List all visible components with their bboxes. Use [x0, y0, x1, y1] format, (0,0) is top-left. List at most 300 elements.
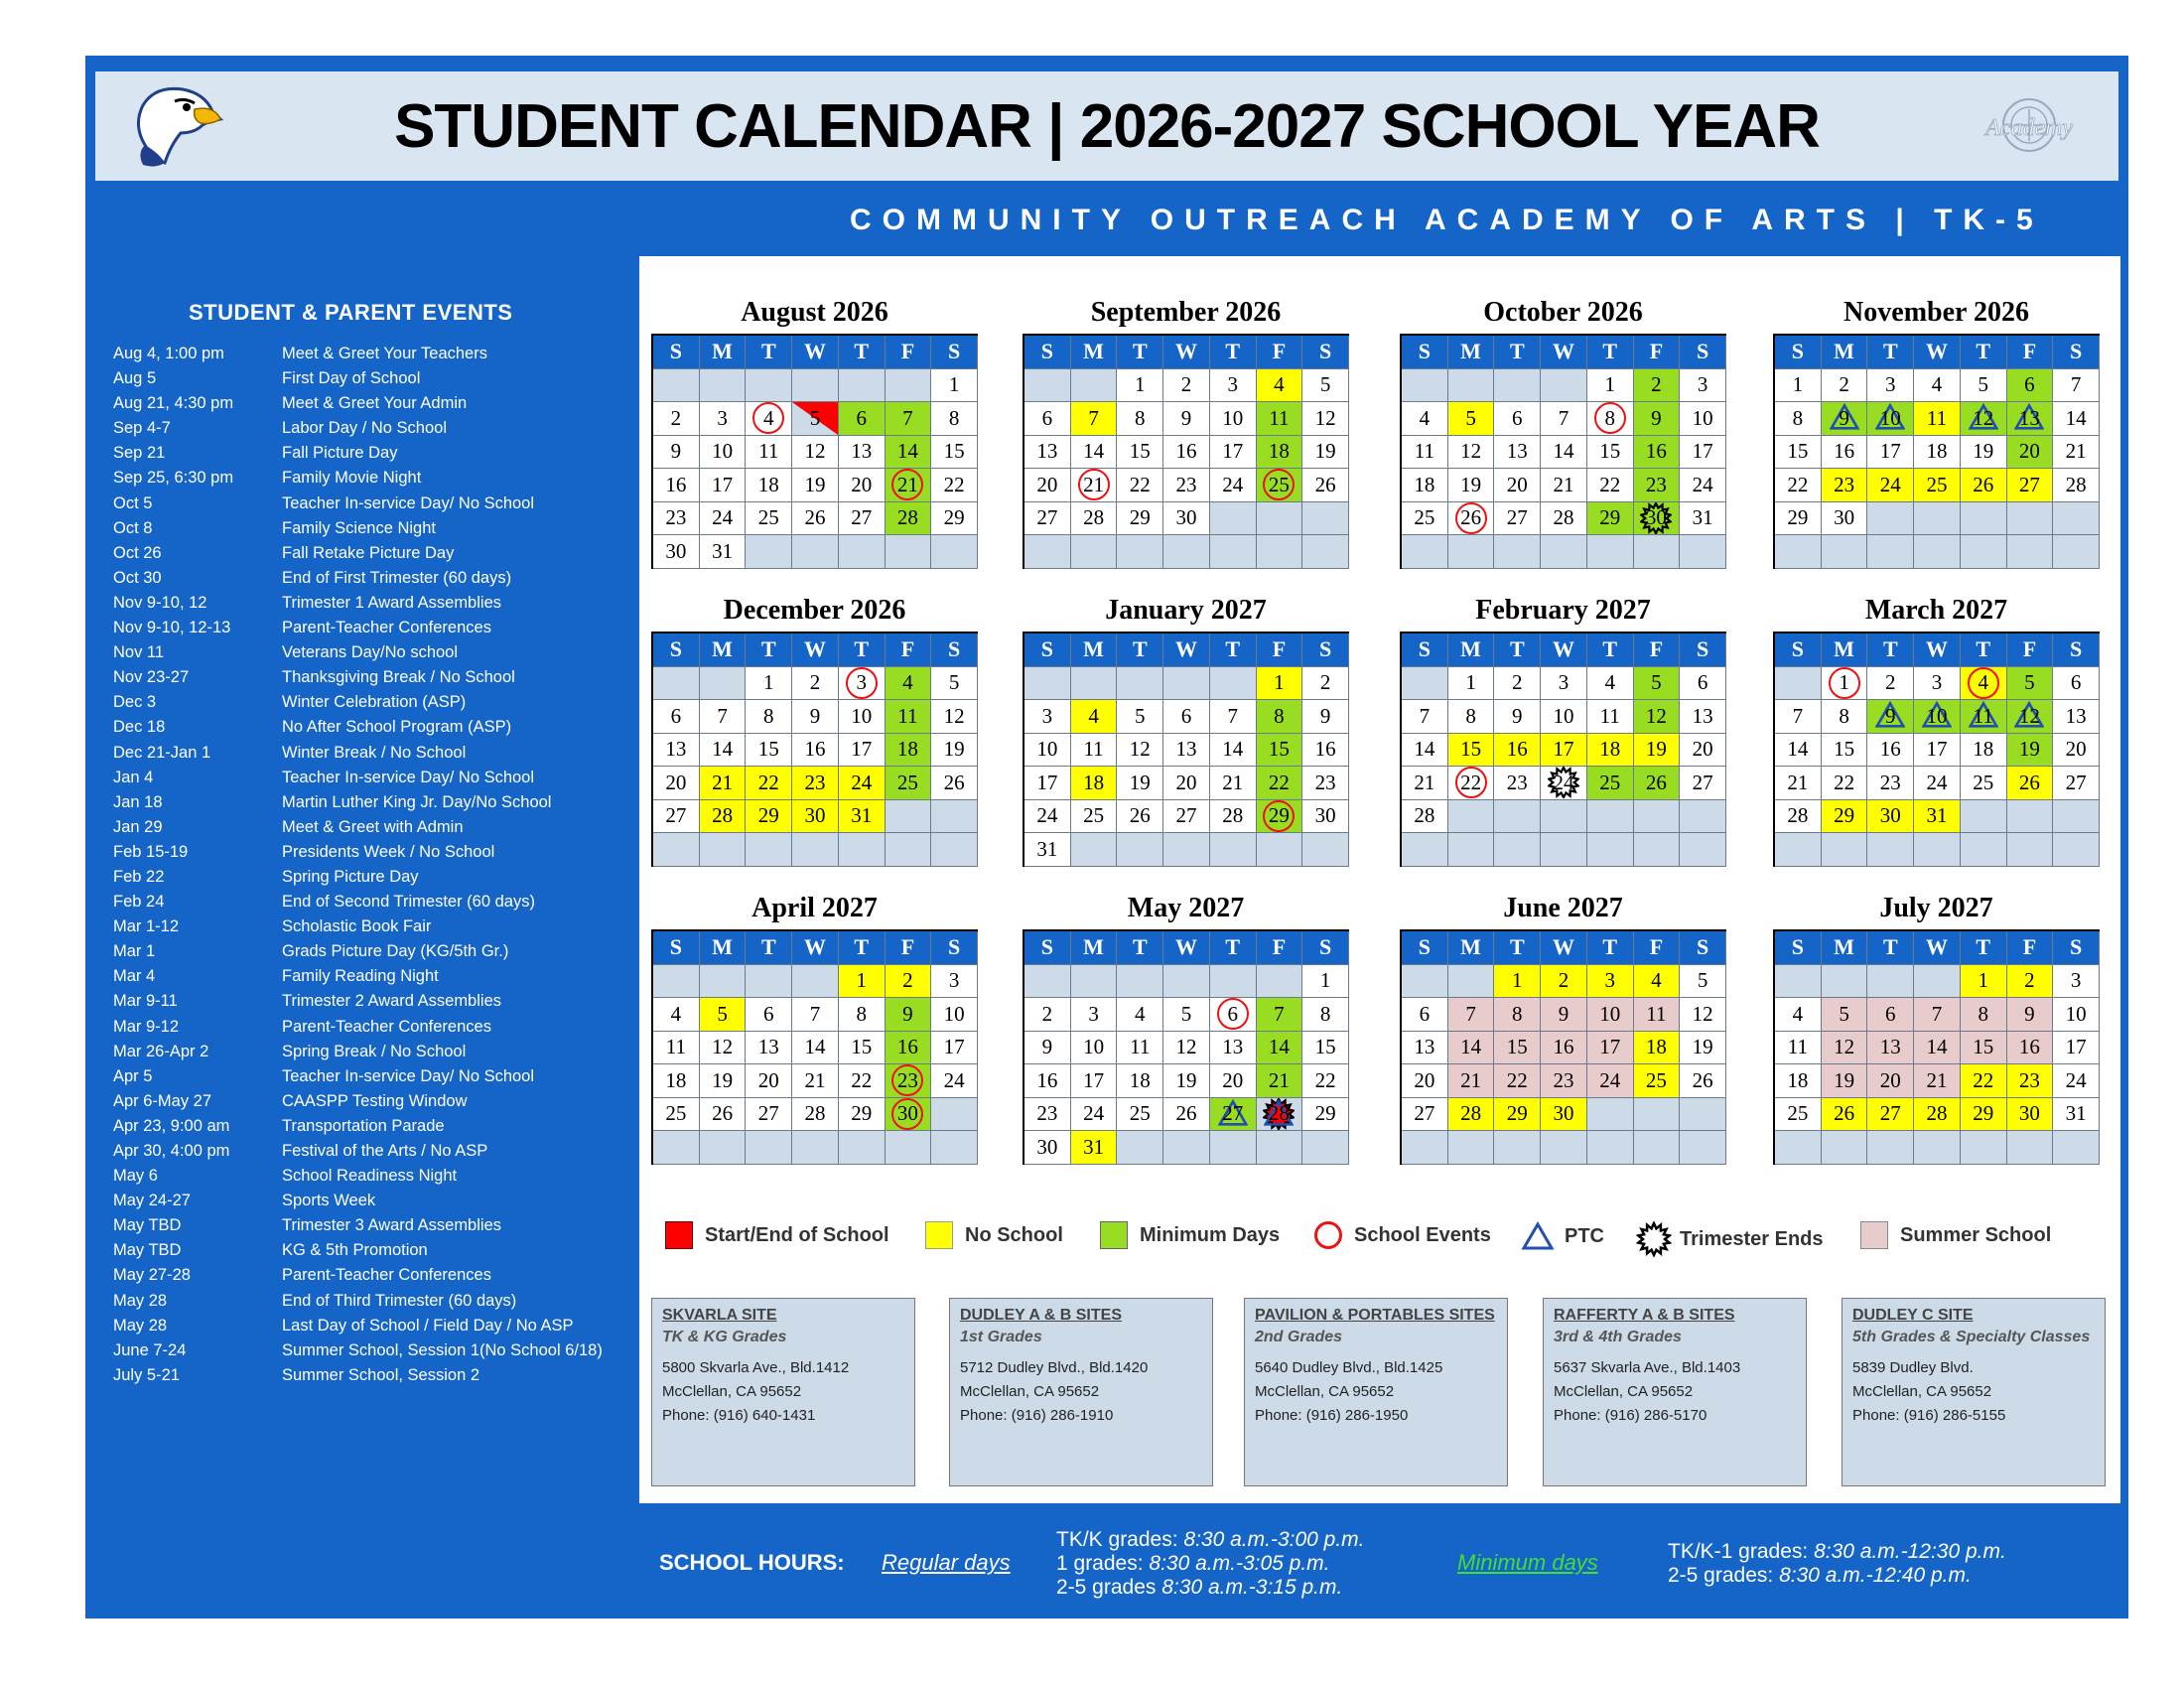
empty-cell	[1775, 1131, 1822, 1165]
day-cell	[1587, 767, 1634, 800]
day-number: 5	[2024, 670, 2035, 695]
day-cell	[1494, 734, 1541, 768]
empty-cell	[1117, 833, 1163, 867]
weekday-header: S	[1775, 931, 1822, 965]
day-cell	[1448, 700, 1495, 734]
day-number: 3	[948, 968, 960, 993]
event-date: Jan 4	[113, 768, 154, 786]
empty-cell	[1163, 535, 1210, 569]
day-number: 20	[2018, 439, 2040, 464]
legend-start-end	[665, 1221, 889, 1249]
month-name: February 2027	[1475, 595, 1651, 626]
month-grid	[1023, 334, 1349, 569]
day-number: 9	[1651, 405, 1662, 430]
day-cell	[1402, 402, 1448, 436]
empty-cell	[2007, 800, 2054, 834]
day-cell	[1961, 998, 2007, 1032]
day-number: 5	[1465, 405, 1476, 430]
day-number: 5	[1978, 372, 1988, 397]
day-number: 14	[1787, 737, 1809, 762]
weekday-header: T	[1867, 633, 1914, 667]
day-number: 8	[1512, 1001, 1523, 1026]
day-cell	[700, 800, 747, 834]
event-row	[113, 640, 629, 665]
day-number: 11	[1083, 737, 1104, 762]
event-text: Veterans Day/No school	[282, 643, 459, 662]
event-row	[113, 1164, 629, 1189]
day-cell	[1680, 502, 1726, 536]
event-date: Oct 5	[113, 493, 153, 512]
empty-cell	[931, 1098, 978, 1132]
weekday-header: W	[1914, 633, 1961, 667]
site-name: PAVILION & PORTABLES SITES	[1255, 1307, 1495, 1324]
day-cell	[886, 1064, 932, 1098]
day-cell	[1867, 734, 1914, 768]
event-text: End of Third Trimester (60 days)	[282, 1291, 517, 1310]
event-row	[113, 1089, 629, 1114]
day-number: 1	[1792, 372, 1804, 397]
event-date: Nov 9-10, 12-13	[113, 619, 231, 637]
day-cell	[2007, 402, 2054, 436]
day-number: 3	[717, 405, 728, 430]
day-number: 3	[2070, 968, 2082, 993]
day-number: 23	[1175, 472, 1197, 496]
event-row	[113, 541, 629, 566]
day-number: 16	[1553, 1035, 1574, 1059]
month-calendar	[651, 888, 978, 1165]
day-number: 23	[1553, 1067, 1574, 1092]
day-number: 29	[1599, 505, 1621, 530]
day-cell	[1024, 734, 1071, 768]
day-cell	[1302, 965, 1349, 999]
day-number: 11	[1787, 1035, 1808, 1059]
day-number: 13	[1036, 439, 1058, 464]
weekday-header: M	[1822, 633, 1868, 667]
day-cell	[2007, 369, 2054, 403]
day-number: 20	[665, 770, 687, 794]
day-number: 28	[1926, 1101, 1948, 1126]
day-number: 22	[1506, 1067, 1528, 1092]
day-cell	[1914, 469, 1961, 502]
event-date: May 28	[113, 1291, 168, 1310]
day-cell	[653, 502, 700, 536]
day-cell	[839, 1064, 886, 1098]
day-number: 2	[1041, 1001, 1053, 1026]
day-number: 19	[1834, 1067, 1855, 1092]
day-number: 23	[1879, 770, 1901, 794]
day-cell	[931, 1064, 978, 1098]
empty-cell	[2053, 535, 2100, 569]
day-cell	[1867, 436, 1914, 470]
day-number: 28	[1083, 505, 1105, 530]
day-number: 2	[1180, 372, 1192, 397]
empty-cell	[1587, 800, 1634, 834]
empty-cell	[1541, 535, 1587, 569]
day-number: 14	[2065, 405, 2087, 430]
empty-cell	[1302, 1131, 1349, 1165]
empty-cell	[1402, 369, 1448, 403]
day-number: 7	[1088, 405, 1099, 430]
day-cell	[1961, 1032, 2007, 1065]
day-cell	[2053, 436, 2100, 470]
day-number: 12	[1692, 1001, 1713, 1026]
event-text: Sports Week	[282, 1192, 376, 1210]
day-cell	[1822, 469, 1868, 502]
day-cell	[1302, 402, 1349, 436]
day-cell	[792, 1098, 839, 1132]
day-cell	[2053, 667, 2100, 701]
day-cell	[2007, 1064, 2054, 1098]
day-number: 22	[757, 770, 779, 794]
day-cell	[1163, 998, 1210, 1032]
day-cell	[1071, 700, 1118, 734]
day-number: 29	[943, 505, 965, 530]
event-date: Feb 22	[113, 867, 165, 886]
day-number: 21	[1787, 770, 1809, 794]
day-number: 2	[1319, 670, 1331, 695]
weekday-header: T	[1961, 931, 2007, 965]
day-number: 10	[1879, 405, 1901, 430]
day-number: 21	[712, 770, 734, 794]
day-number: 23	[1834, 472, 1855, 496]
day-number: 31	[851, 803, 873, 828]
empty-cell	[1680, 535, 1726, 569]
day-number: 13	[1879, 1035, 1901, 1059]
empty-cell	[700, 369, 747, 403]
month-name: June 2027	[1503, 893, 1623, 923]
day-cell	[1402, 1064, 1448, 1098]
day-cell	[1402, 700, 1448, 734]
day-number: 3	[1697, 372, 1708, 397]
day-number: 27	[1222, 1101, 1244, 1126]
day-cell	[886, 700, 932, 734]
day-number: 7	[1931, 1001, 1943, 1026]
site-name: DUDLEY C SITE	[1852, 1307, 1974, 1324]
day-cell	[1257, 1098, 1303, 1132]
empty-cell	[1914, 1131, 1961, 1165]
day-cell	[1634, 667, 1681, 701]
day-number: 24	[1692, 472, 1713, 496]
day-cell	[1822, 998, 1868, 1032]
day-cell	[1680, 700, 1726, 734]
empty-cell	[1302, 833, 1349, 867]
day-cell	[1914, 667, 1961, 701]
day-cell	[1867, 402, 1914, 436]
day-cell	[1822, 1064, 1868, 1098]
day-number: 3	[1227, 372, 1238, 397]
event-row	[113, 964, 629, 989]
day-cell	[1302, 734, 1349, 768]
day-cell	[1961, 965, 2007, 999]
day-number: 2	[2024, 968, 2035, 993]
day-number: 25	[1083, 803, 1105, 828]
event-row	[113, 1289, 629, 1314]
empty-cell	[1961, 535, 2007, 569]
day-cell	[1257, 998, 1303, 1032]
day-number: 1	[1274, 670, 1285, 695]
red-square-icon	[665, 1221, 693, 1249]
day-number: 18	[1926, 439, 1948, 464]
regular-hours	[1056, 1528, 1365, 1600]
day-cell	[1587, 965, 1634, 999]
month-name: November 2026	[1843, 297, 2029, 328]
day-number: 16	[1506, 737, 1528, 762]
event-row	[113, 890, 629, 914]
day-cell	[1210, 402, 1257, 436]
day-number: 16	[1314, 737, 1336, 762]
day-number: 25	[1599, 770, 1621, 794]
day-number: 20	[757, 1067, 779, 1092]
day-number: 2	[1885, 670, 1896, 695]
weekday-header: T	[1867, 931, 1914, 965]
day-number: 27	[1506, 505, 1528, 530]
day-cell	[792, 436, 839, 470]
day-number: 7	[902, 405, 913, 430]
event-text: Winter Celebration (ASP)	[282, 693, 467, 712]
day-cell	[746, 469, 792, 502]
empty-cell	[2053, 502, 2100, 536]
event-text: Festival of the Arts / No ASP	[282, 1142, 488, 1160]
day-cell	[839, 700, 886, 734]
day-number: 8	[1274, 703, 1285, 728]
weekday-header: T	[1587, 633, 1634, 667]
day-cell	[1024, 767, 1071, 800]
weekday-header: S	[1402, 931, 1448, 965]
red-circle-icon	[1314, 1221, 1342, 1249]
weekday-header: T	[839, 633, 886, 667]
day-number: 25	[757, 505, 779, 530]
day-cell	[1587, 998, 1634, 1032]
empty-cell	[653, 833, 700, 867]
hours-time: 8:30 a.m.-3:05 p.m.	[1149, 1552, 1330, 1575]
day-number: 30	[1036, 1134, 1058, 1159]
weekday-header: M	[1448, 931, 1495, 965]
day-number: 4	[1604, 670, 1615, 695]
month-grid	[651, 334, 978, 569]
day-cell	[1302, 800, 1349, 834]
empty-cell	[1302, 535, 1349, 569]
day-cell	[2053, 767, 2100, 800]
empty-cell	[1867, 535, 1914, 569]
empty-cell	[1448, 369, 1495, 403]
weekday-header: S	[1775, 633, 1822, 667]
month-calendar	[1023, 292, 1349, 569]
day-number: 5	[1651, 670, 1662, 695]
month-calendar	[1400, 888, 1726, 1165]
empty-cell	[1117, 535, 1163, 569]
day-cell	[1302, 1098, 1349, 1132]
day-number: 29	[1787, 505, 1809, 530]
day-cell	[931, 402, 978, 436]
day-cell	[1961, 667, 2007, 701]
day-cell	[792, 1064, 839, 1098]
day-cell	[1494, 1064, 1541, 1098]
day-number: 30	[2018, 1101, 2040, 1126]
day-number: 7	[717, 703, 728, 728]
day-number: 20	[1692, 737, 1713, 762]
day-number: 1	[856, 968, 867, 993]
weekday-header: S	[1680, 931, 1726, 965]
day-cell	[1448, 998, 1495, 1032]
weekday-header: M	[1071, 633, 1118, 667]
day-number: 13	[1175, 737, 1197, 762]
empty-cell	[1257, 535, 1303, 569]
event-row	[113, 790, 629, 815]
day-cell	[746, 700, 792, 734]
day-cell	[1634, 700, 1681, 734]
day-number: 5	[948, 670, 960, 695]
day-cell	[1541, 667, 1587, 701]
empty-cell	[1210, 833, 1257, 867]
day-cell	[1024, 1064, 1071, 1098]
hours-line	[1056, 1528, 1365, 1552]
day-cell	[1494, 998, 1541, 1032]
day-cell	[1257, 1064, 1303, 1098]
day-cell	[1775, 767, 1822, 800]
day-number: 7	[1465, 1001, 1476, 1026]
day-number: 12	[804, 439, 826, 464]
day-cell	[1302, 1032, 1349, 1065]
day-number: 24	[1083, 1101, 1105, 1126]
day-number: 22	[1834, 770, 1855, 794]
day-cell	[1680, 667, 1726, 701]
day-cell	[1494, 469, 1541, 502]
day-cell	[1494, 502, 1541, 536]
empty-cell	[1257, 502, 1303, 536]
weekday-header: S	[931, 931, 978, 965]
hours-time: 8:30 a.m.-3:15 p.m.	[1161, 1576, 1343, 1599]
day-number: 2	[1512, 670, 1523, 695]
day-cell	[1117, 369, 1163, 403]
day-cell	[1634, 369, 1681, 403]
hours-line	[1668, 1540, 2006, 1564]
weekday-header: T	[839, 931, 886, 965]
weekday-header: S	[1024, 633, 1071, 667]
day-cell	[1302, 1064, 1349, 1098]
event-text: Family Movie Night	[282, 469, 422, 488]
day-cell	[839, 1032, 886, 1065]
month-calendar	[651, 590, 978, 867]
empty-cell	[1448, 965, 1495, 999]
day-number: 28	[1222, 803, 1244, 828]
day-number: 6	[856, 405, 867, 430]
site-card	[1244, 1298, 1508, 1486]
day-cell	[1867, 998, 1914, 1032]
month-calendar	[1773, 590, 2100, 867]
day-number: 13	[851, 439, 873, 464]
day-cell	[1822, 436, 1868, 470]
day-cell	[1163, 502, 1210, 536]
empty-cell	[653, 667, 700, 701]
day-number: 10	[1222, 405, 1244, 430]
day-number: 16	[1834, 439, 1855, 464]
event-text: Trimester 2 Award Assemblies	[282, 992, 501, 1011]
empty-cell	[1634, 1098, 1681, 1132]
site-city: McClellan, CA 95652	[662, 1383, 802, 1400]
day-number: 17	[712, 472, 734, 496]
day-number: 1	[1135, 372, 1146, 397]
day-cell	[1634, 1064, 1681, 1098]
empty-cell	[1448, 1131, 1495, 1165]
day-cell	[1494, 965, 1541, 999]
empty-cell	[1680, 1131, 1726, 1165]
day-cell	[1163, 402, 1210, 436]
day-number: 15	[1506, 1035, 1528, 1059]
site-grades: TK & KG Grades	[662, 1329, 787, 1345]
day-cell	[1587, 369, 1634, 403]
day-number: 20	[2065, 737, 2087, 762]
day-number: 12	[1175, 1035, 1197, 1059]
event-row	[113, 1015, 629, 1040]
day-cell	[746, 767, 792, 800]
day-cell	[1257, 1032, 1303, 1065]
day-number: 1	[1512, 968, 1523, 993]
day-number: 31	[2065, 1101, 2087, 1126]
empty-cell	[653, 965, 700, 999]
day-cell	[1587, 1032, 1634, 1065]
empty-cell	[792, 833, 839, 867]
day-cell	[1587, 700, 1634, 734]
day-cell	[1117, 998, 1163, 1032]
day-number: 18	[1645, 1035, 1667, 1059]
empty-cell	[746, 833, 792, 867]
event-text: Trimester 3 Award Assemblies	[282, 1216, 501, 1235]
weekday-header: F	[886, 633, 932, 667]
weekday-header: S	[1302, 633, 1349, 667]
month-grid	[1773, 929, 2100, 1165]
event-row	[113, 1363, 629, 1388]
day-cell	[700, 998, 747, 1032]
day-number: 21	[1414, 770, 1435, 794]
event-date: Mar 9-12	[113, 1017, 180, 1036]
day-cell	[700, 700, 747, 734]
weekday-header: W	[1914, 931, 1961, 965]
day-cell	[1587, 1064, 1634, 1098]
day-number: 18	[757, 472, 779, 496]
site-city: McClellan, CA 95652	[960, 1383, 1100, 1400]
day-cell	[1302, 667, 1349, 701]
day-cell	[1402, 800, 1448, 834]
event-text: Thanksgiving Break / No School	[282, 668, 515, 687]
empty-cell	[653, 369, 700, 403]
day-cell	[1961, 700, 2007, 734]
event-date: Nov 9-10, 12	[113, 593, 207, 612]
event-row	[113, 1213, 629, 1238]
day-cell	[1867, 1032, 1914, 1065]
day-number: 3	[1604, 968, 1615, 993]
day-number: 27	[1036, 505, 1058, 530]
month-name: August 2026	[741, 297, 888, 328]
legend	[665, 1221, 2105, 1261]
event-text: Family Science Night	[282, 518, 436, 537]
event-row	[113, 715, 629, 740]
day-number: 15	[1268, 737, 1290, 762]
event-row	[113, 690, 629, 715]
legend-trimester-ends	[1636, 1221, 1824, 1257]
day-cell	[700, 734, 747, 768]
empty-cell	[1163, 1131, 1210, 1165]
empty-cell	[1117, 1131, 1163, 1165]
legend-summer-school	[1860, 1221, 2051, 1249]
legend-school-events	[1314, 1221, 1491, 1249]
day-cell	[2007, 1098, 2054, 1132]
weekday-header: T	[1961, 336, 2007, 369]
day-number: 20	[1506, 472, 1528, 496]
day-cell	[931, 502, 978, 536]
day-number: 17	[1083, 1067, 1105, 1092]
weekday-header: T	[746, 336, 792, 369]
empty-cell	[1775, 965, 1822, 999]
